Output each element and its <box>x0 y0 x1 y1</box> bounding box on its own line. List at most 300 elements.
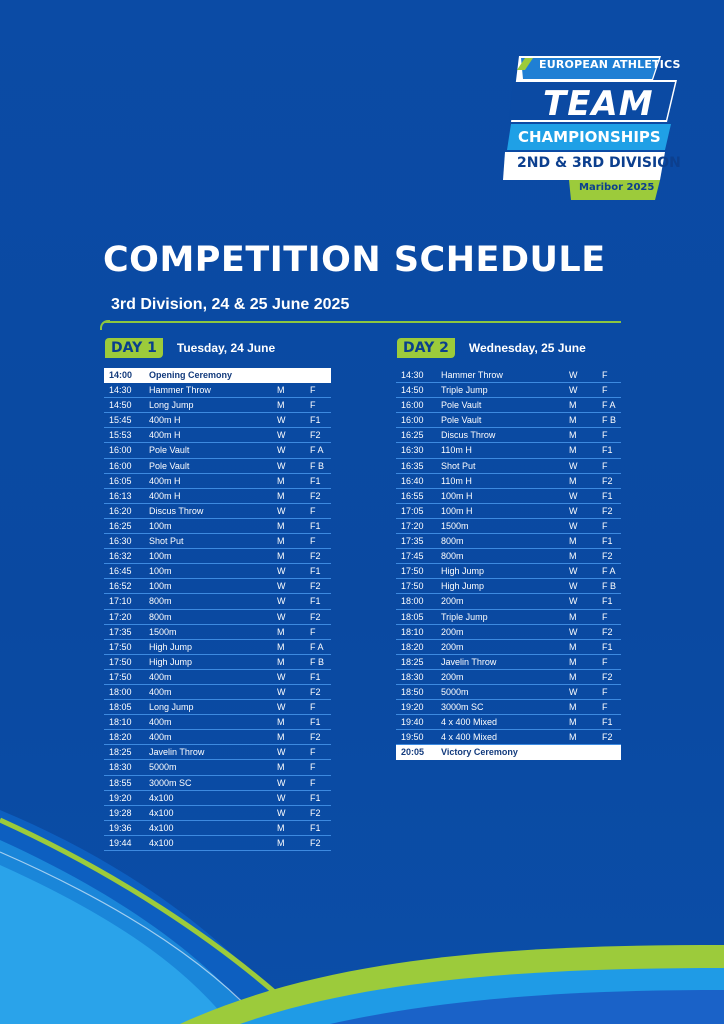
event-sex: W <box>277 445 286 456</box>
event-sex: M <box>277 385 285 396</box>
event-name: 1500m <box>441 520 469 531</box>
event-sex: W <box>277 460 286 471</box>
event-round: F1 <box>310 475 321 486</box>
event-sex: M <box>569 717 577 728</box>
event-name: 800m <box>441 551 464 562</box>
event-time: 16:00 <box>401 415 424 426</box>
event-sex: M <box>569 551 577 562</box>
event-sex: W <box>277 566 286 577</box>
event-name: 800m <box>441 536 464 547</box>
schedule-row <box>396 564 621 579</box>
event-sex: M <box>277 656 285 667</box>
schedule-row <box>104 670 331 685</box>
event-sex: M <box>277 490 285 501</box>
event-name: 400m <box>149 717 172 728</box>
event-name: 100m <box>149 566 172 577</box>
event-time: 17:45 <box>401 551 424 562</box>
schedule-row <box>104 655 331 670</box>
event-round: F2 <box>310 551 321 562</box>
event-sex: W <box>277 702 286 713</box>
event-name: 400m H <box>149 415 181 426</box>
event-round: F1 <box>310 596 321 607</box>
page-title: COMPETITION SCHEDULE <box>103 240 606 280</box>
event-sex: M <box>277 762 285 773</box>
event-sex: M <box>277 475 285 486</box>
schedule-row <box>104 625 331 640</box>
event-name: 1500m <box>149 626 177 637</box>
schedule-row <box>104 489 331 504</box>
event-sex: M <box>277 837 285 848</box>
event-sex: W <box>277 686 286 697</box>
event-time: 19:20 <box>109 792 132 803</box>
schedule-row <box>396 610 621 625</box>
schedule-row <box>104 474 331 489</box>
event-round: F2 <box>310 611 321 622</box>
schedule-row <box>104 428 331 443</box>
event-name: Discus Throw <box>441 430 496 441</box>
schedule-row <box>104 459 331 474</box>
event-name: Javelin Throw <box>441 656 497 667</box>
event-name: Pole Vault <box>441 400 482 411</box>
event-time: 18:10 <box>109 717 132 728</box>
day1-badge: DAY 1 <box>105 338 163 358</box>
event-round: F <box>310 626 316 637</box>
event-sex: M <box>569 475 577 486</box>
event-time: 16:30 <box>109 536 132 547</box>
event-time: 17:50 <box>109 656 132 667</box>
event-round: F1 <box>310 792 321 803</box>
decorative-waves <box>0 780 724 1024</box>
schedule-row <box>396 428 621 443</box>
event-name: 3000m SC <box>441 702 484 713</box>
event-round: F2 <box>602 551 613 562</box>
event-name: 400m <box>149 732 172 743</box>
event-sex: M <box>569 732 577 743</box>
schedule-row <box>104 549 331 564</box>
event-round: F <box>602 656 608 667</box>
logo-division: 2ND & 3RD DIVISION <box>517 155 681 171</box>
event-time: 17:50 <box>109 671 132 682</box>
schedule-row <box>104 504 331 519</box>
event-name: 3000m SC <box>149 777 192 788</box>
schedule-row <box>396 489 621 504</box>
event-round: F B <box>602 581 617 592</box>
event-sex: M <box>277 717 285 728</box>
schedule-row <box>104 564 331 579</box>
event-sex: M <box>277 732 285 743</box>
event-name: High Jump <box>149 656 193 667</box>
page-subtitle: 3rd Division, 24 & 25 June 2025 <box>111 296 350 313</box>
event-sex: W <box>569 370 578 380</box>
schedule-row <box>104 534 331 549</box>
event-time: 17:05 <box>401 505 424 516</box>
event-sex: W <box>277 415 286 426</box>
event-time: 17:10 <box>109 596 132 607</box>
event-name: 4x100 <box>149 822 174 833</box>
event-name: Victory Ceremony <box>441 747 518 758</box>
event-round: F <box>602 385 608 396</box>
schedule-row <box>104 398 331 413</box>
event-round: F <box>602 611 608 622</box>
event-time: 15:53 <box>109 430 132 441</box>
logo-org: EUROPEAN ATHLETICS <box>539 58 681 71</box>
schedule-row <box>104 579 331 594</box>
event-name: 800m <box>149 596 172 607</box>
event-name: Hammer Throw <box>441 370 503 380</box>
event-name: Shot Put <box>149 536 184 547</box>
schedule-row <box>396 549 621 564</box>
event-time: 16:25 <box>109 520 132 531</box>
schedule-row <box>104 760 331 775</box>
event-name: 800m <box>149 611 172 622</box>
event-sex: W <box>569 596 578 607</box>
event-round: F2 <box>310 686 321 697</box>
event-sex: W <box>277 611 286 622</box>
event-round: F1 <box>310 822 321 833</box>
event-sex: M <box>277 400 285 411</box>
event-time: 16:20 <box>109 505 132 516</box>
event-time: 14:30 <box>109 385 132 396</box>
event-time: 14:30 <box>401 370 424 380</box>
event-round: F <box>602 430 608 441</box>
event-name: 100m H <box>441 505 473 516</box>
event-name: High Jump <box>441 581 485 592</box>
event-round: F1 <box>602 717 613 728</box>
schedule-row <box>396 368 621 383</box>
event-round: F1 <box>310 671 321 682</box>
event-round: F2 <box>310 732 321 743</box>
event-round: F1 <box>602 490 613 501</box>
event-sex: M <box>569 415 577 426</box>
event-name: Pole Vault <box>149 460 190 471</box>
event-name: Shot Put <box>441 460 476 471</box>
event-time: 18:25 <box>401 656 424 667</box>
event-sex: W <box>569 686 578 697</box>
event-round: F2 <box>310 430 321 441</box>
event-round: F <box>310 536 316 547</box>
event-name: 400m H <box>149 490 181 501</box>
event-time: 19:50 <box>401 732 424 743</box>
day2-schedule <box>396 368 621 760</box>
event-name: 100m H <box>441 490 473 501</box>
logo-team: TEAM <box>543 84 654 124</box>
event-sex: M <box>569 430 577 441</box>
event-time: 18:50 <box>401 686 424 697</box>
schedule-row <box>396 534 621 549</box>
event-round: F <box>310 777 316 788</box>
event-round: F2 <box>310 807 321 818</box>
event-round: F A <box>602 566 616 577</box>
schedule-row <box>104 413 331 428</box>
event-name: High Jump <box>149 641 193 652</box>
event-time: 16:13 <box>109 490 132 501</box>
event-name: Triple Jump <box>441 385 488 396</box>
event-sex: M <box>569 641 577 652</box>
event-time: 17:35 <box>401 536 424 547</box>
schedule-row <box>396 579 621 594</box>
schedule-row <box>104 715 331 730</box>
schedule-row <box>396 700 621 715</box>
logo-championships: CHAMPIONSHIPS <box>518 128 661 146</box>
event-time: 16:05 <box>109 475 132 486</box>
ceremony-row <box>396 745 621 760</box>
event-sex: W <box>277 581 286 592</box>
event-name: 4 x 400 Mixed <box>441 732 498 743</box>
event-sex: W <box>277 747 286 758</box>
schedule-row <box>396 625 621 640</box>
event-time: 19:28 <box>109 807 132 818</box>
logo-frame <box>503 54 679 200</box>
event-sex: M <box>569 611 577 622</box>
schedule-row <box>396 504 621 519</box>
event-sex: W <box>569 581 578 592</box>
event-time: 15:45 <box>109 415 132 426</box>
schedule-row <box>396 730 621 745</box>
event-sex: M <box>277 626 285 637</box>
event-sex: M <box>569 536 577 547</box>
event-sex: M <box>569 702 577 713</box>
event-time: 14:00 <box>109 370 133 380</box>
event-sex: M <box>277 551 285 562</box>
event-time: 17:50 <box>109 641 132 652</box>
event-name: 4x100 <box>149 837 174 848</box>
event-time: 16:30 <box>401 445 424 456</box>
event-time: 17:50 <box>401 581 424 592</box>
event-name: High Jump <box>441 566 485 577</box>
event-round: F2 <box>602 626 613 637</box>
event-time: 17:20 <box>401 520 424 531</box>
event-name: Pole Vault <box>441 415 482 426</box>
schedule-row <box>396 519 621 534</box>
event-time: 18:00 <box>109 686 132 697</box>
event-round: F <box>602 460 608 471</box>
event-time: 18:20 <box>109 732 132 743</box>
schedule-row <box>104 700 331 715</box>
day1-date: Tuesday, 24 June <box>176 341 276 355</box>
day1-header <box>105 338 275 358</box>
event-sex: M <box>569 671 577 682</box>
event-time: 18:25 <box>109 747 132 758</box>
event-name: 110m H <box>441 445 472 456</box>
event-round: F2 <box>602 671 613 682</box>
event-round: F2 <box>310 837 321 848</box>
schedule-row <box>396 443 621 458</box>
event-round: F <box>310 400 316 411</box>
event-sex: W <box>569 566 578 577</box>
event-sex: M <box>569 400 577 411</box>
event-name: 5000m <box>441 686 469 697</box>
event-round: F2 <box>310 581 321 592</box>
event-name: 4 x 400 Mixed <box>441 717 498 728</box>
event-round: F1 <box>602 596 613 607</box>
event-name: 400m <box>149 686 172 697</box>
schedule-row <box>396 685 621 700</box>
schedule-row <box>396 715 621 730</box>
schedule-row <box>104 610 331 625</box>
event-time: 19:40 <box>401 717 424 728</box>
event-round: F1 <box>602 445 613 456</box>
event-time: 16:35 <box>401 460 424 471</box>
event-time: 17:35 <box>109 626 132 637</box>
event-time: 16:45 <box>109 566 132 577</box>
event-sex: W <box>569 626 578 637</box>
event-sex: W <box>569 460 578 471</box>
event-time: 17:50 <box>401 566 424 577</box>
event-round: F <box>602 686 608 697</box>
day2-date: Wednesday, 25 June <box>468 341 586 355</box>
event-name: 4x100 <box>149 807 174 818</box>
schedule-row <box>104 640 331 655</box>
event-name: 100m <box>149 581 172 592</box>
event-time: 16:00 <box>109 445 132 456</box>
event-round: F2 <box>602 732 613 743</box>
event-time: 16:25 <box>401 430 424 441</box>
event-sex: M <box>569 445 577 456</box>
event-name: Javelin Throw <box>149 747 205 758</box>
schedule-row <box>396 670 621 685</box>
event-round: F <box>310 747 316 758</box>
event-round: F A <box>602 400 616 411</box>
schedule-row <box>396 655 621 670</box>
schedule-row <box>104 519 331 534</box>
event-round: F <box>602 702 608 713</box>
event-name: 400m <box>149 671 172 682</box>
event-name: 200m <box>441 626 464 637</box>
event-round: F <box>602 370 608 380</box>
event-time: 18:00 <box>401 596 424 607</box>
event-name: Opening Ceremony <box>149 370 233 380</box>
event-sex: M <box>277 822 285 833</box>
event-time: 20:05 <box>401 747 425 758</box>
event-time: 19:36 <box>109 822 132 833</box>
event-sex: W <box>569 490 578 501</box>
event-sex: W <box>277 430 286 441</box>
event-name: Discus Throw <box>149 505 204 516</box>
event-name: 5000m <box>149 762 177 773</box>
event-round: F B <box>602 415 617 426</box>
event-time: 14:50 <box>109 400 132 411</box>
event-time: 19:44 <box>109 837 132 848</box>
schedule-row <box>104 745 331 760</box>
event-name: 110m H <box>441 475 472 486</box>
event-time: 17:20 <box>109 611 132 622</box>
event-sex: M <box>569 656 577 667</box>
event-round: F1 <box>310 520 321 531</box>
schedule-row <box>396 640 621 655</box>
event-round: F1 <box>310 717 321 728</box>
event-name: 4x100 <box>149 792 174 803</box>
event-round: F1 <box>310 566 321 577</box>
event-name: Hammer Throw <box>149 385 211 396</box>
schedule-row <box>396 383 621 398</box>
event-round: F2 <box>602 505 613 516</box>
ceremony-row <box>104 368 331 383</box>
schedule-row <box>104 685 331 700</box>
event-time: 18:10 <box>401 626 424 637</box>
event-round: F1 <box>602 641 613 652</box>
day2-header <box>397 338 586 358</box>
event-time: 18:30 <box>109 762 132 773</box>
event-name: 200m <box>441 596 464 607</box>
event-time: 16:40 <box>401 475 424 486</box>
event-round: F <box>310 385 316 396</box>
day1-schedule <box>104 368 331 851</box>
event-time: 18:05 <box>109 702 132 713</box>
schedule-row <box>104 594 331 609</box>
event-sex: W <box>277 596 286 607</box>
event-name: 400m H <box>149 475 181 486</box>
logo-city: Maribor 2025 <box>579 182 655 193</box>
event-sex: W <box>277 807 286 818</box>
event-time: 18:05 <box>401 611 424 622</box>
day2-badge: DAY 2 <box>397 338 455 358</box>
championship-logo <box>503 54 679 200</box>
event-sex: W <box>569 385 578 396</box>
event-name: Triple Jump <box>441 611 488 622</box>
event-time: 16:55 <box>401 490 424 501</box>
event-round: F1 <box>310 415 321 426</box>
event-time: 18:20 <box>401 641 424 652</box>
schedule-row <box>396 594 621 609</box>
event-time: 16:00 <box>109 460 132 471</box>
event-sex: W <box>277 671 286 682</box>
event-sex: W <box>277 792 286 803</box>
event-name: Long Jump <box>149 400 194 411</box>
event-sex: W <box>569 505 578 516</box>
schedule-row <box>396 474 621 489</box>
event-sex: M <box>277 641 285 652</box>
schedule-row <box>396 398 621 413</box>
event-time: 18:55 <box>109 777 132 788</box>
title-divider <box>104 321 621 323</box>
event-round: F2 <box>310 490 321 501</box>
event-round: F <box>310 762 316 773</box>
event-name: Long Jump <box>149 702 194 713</box>
schedule-row <box>396 413 621 428</box>
event-name: 100m <box>149 551 172 562</box>
event-time: 18:30 <box>401 671 424 682</box>
schedule-row <box>104 443 331 458</box>
event-time: 16:00 <box>401 400 424 411</box>
event-round: F B <box>310 656 325 667</box>
event-time: 14:50 <box>401 385 424 396</box>
event-round: F <box>602 520 608 531</box>
event-time: 19:20 <box>401 702 424 713</box>
schedule-row <box>104 730 331 745</box>
event-name: Pole Vault <box>149 445 190 456</box>
schedule-row <box>396 459 621 474</box>
event-time: 16:32 <box>109 551 132 562</box>
event-sex: M <box>277 520 285 531</box>
event-time: 16:52 <box>109 581 132 592</box>
event-round: F1 <box>602 536 613 547</box>
event-round: F2 <box>602 475 613 486</box>
title-divider-curve <box>100 320 110 330</box>
event-round: F A <box>310 445 324 456</box>
event-name: 100m <box>149 520 172 531</box>
event-name: 200m <box>441 641 464 652</box>
event-sex: W <box>277 505 286 516</box>
event-round: F B <box>310 460 325 471</box>
event-round: F A <box>310 641 324 652</box>
event-sex: W <box>569 520 578 531</box>
event-sex: W <box>277 777 286 788</box>
event-round: F <box>310 702 316 713</box>
event-name: 400m H <box>149 430 181 441</box>
event-sex: M <box>277 536 285 547</box>
schedule-row <box>104 383 331 398</box>
event-round: F <box>310 505 316 516</box>
